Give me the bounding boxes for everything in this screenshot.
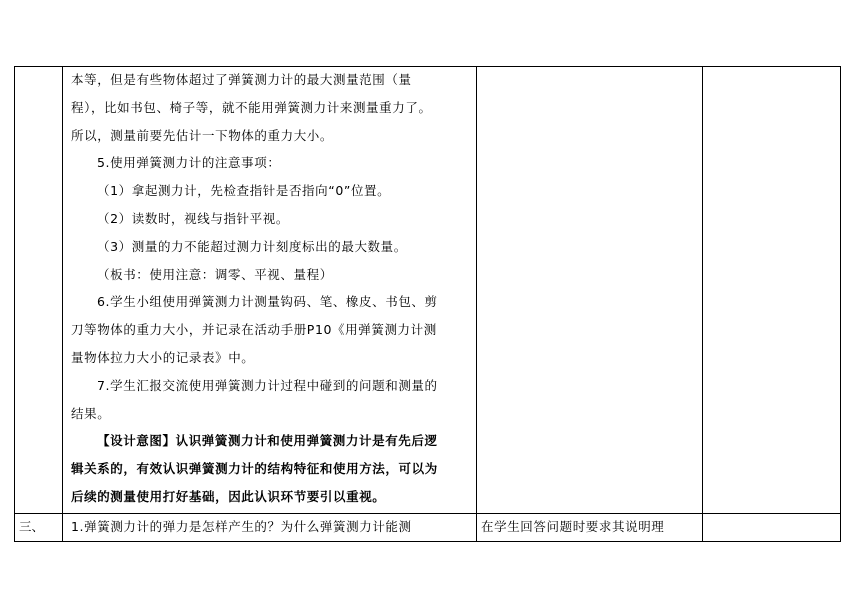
text-line: 本等，但是有些物体超过了弹簧测力计的最大测量范围（量 — [71, 72, 412, 87]
design-intent-line: 辑关系的，有效认识弹簧测力计的结构特征和使用方法，可以为 — [71, 461, 438, 477]
text-line: 程），比如书包、椅子等，就不能用弹簧测力计来测量重力了。 — [71, 99, 432, 115]
text-line: 所以，测量前要先估计一下物体的重力大小。 — [71, 127, 334, 143]
section-cell — [15, 67, 63, 514]
activity-cell — [63, 514, 477, 542]
remark-cell — [703, 67, 841, 514]
design-intent-line: 后续的测量使用打好基础，因此认识环节要引以重视。 — [71, 488, 386, 504]
teacher-note-cell — [477, 67, 703, 514]
text-line: 刀等物体的重力大小，并记录在活动手册P10《用弹簧测力计测 — [71, 322, 437, 338]
text-line: （板书：使用注意：调零、平视、量程） — [97, 266, 333, 282]
text-line: 5.使用弹簧测力计的注意事项： — [97, 155, 281, 171]
lesson-plan-table — [14, 66, 841, 542]
table-row — [15, 67, 841, 514]
text-line: （3）测量的力不能超过测力计刻度标出的最大数量。 — [97, 238, 407, 254]
text-line: （2）读数时，视线与指针平视。 — [97, 210, 289, 226]
table-row — [15, 514, 841, 542]
text-line: 7.学生汇报交流使用弹簧测力计过程中碰到的问题和测量的 — [97, 377, 438, 393]
section-label: 三、 — [19, 519, 45, 534]
text-line: （1）拿起测力计，先检查指针是否指向“0”位置。 — [97, 183, 391, 199]
teacher-note: 在学生回答问题时要求其说明理 — [481, 519, 665, 534]
remark-cell — [703, 514, 841, 542]
text-line: 量物体拉力大小的记录表》中。 — [71, 349, 255, 365]
design-intent-line: 【设计意图】认识弹簧测力计和使用弹簧测力计是有先后逻 — [97, 433, 438, 449]
section-cell — [15, 514, 63, 542]
text-line: 1.弹簧测力计的弹力是怎样产生的？为什么弹簧测力计能测 — [71, 519, 412, 534]
activity-cell — [63, 67, 477, 514]
text-line: 结果。 — [71, 405, 111, 421]
teacher-note-cell — [477, 514, 703, 542]
text-line: 6.学生小组使用弹簧测力计测量钩码、笔、橡皮、书包、剪 — [97, 294, 438, 310]
